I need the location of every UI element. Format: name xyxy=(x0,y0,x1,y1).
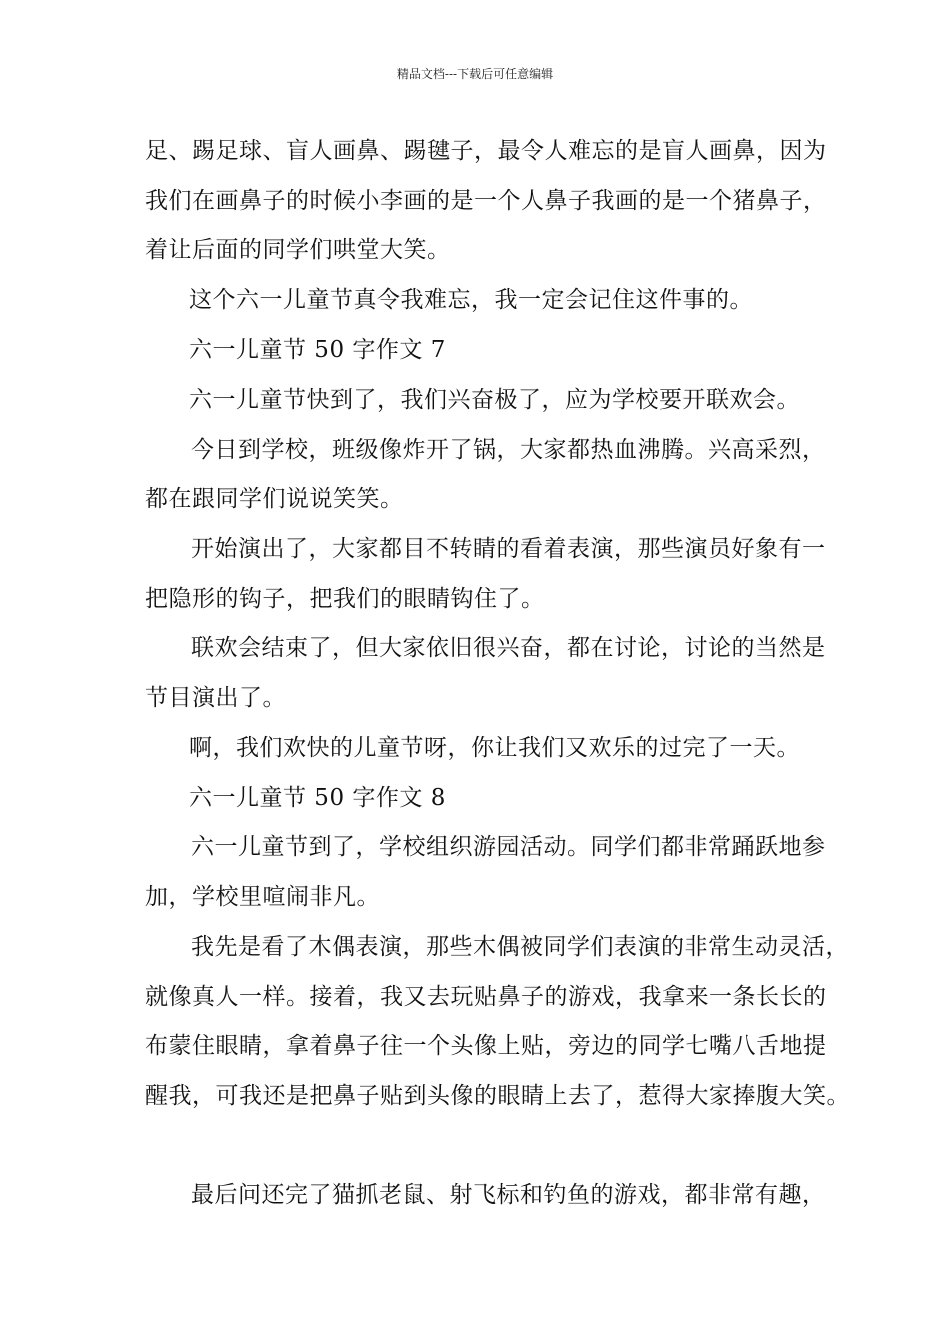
section-heading: 六一儿童节 50 字作文 8 xyxy=(189,785,446,811)
text-line: 醒我，可我还是把鼻子贴到头像的眼睛上去了，惹得大家捧腹大笑。 xyxy=(145,1083,850,1109)
text-line: 最后问还完了猫抓老鼠、射飞标和钓鱼的游戏，都非常有趣， xyxy=(191,1182,826,1208)
text-line: 这个六一儿童节真令我难忘，我一定会记住这件事的。 xyxy=(189,287,753,313)
text-line: 足、踢足球、盲人画鼻、踢毽子，最令人难忘的是盲人画鼻，因为 xyxy=(145,138,827,164)
text-line: 今日到学校，班级像炸开了锅，大家都热血沸腾。兴高采烈， xyxy=(191,437,826,463)
text-line: 我先是看了木偶表演，那些木偶被同学们表演的非常生动灵活， xyxy=(191,934,849,960)
text-line: 着让后面的同学们哄堂大笑。 xyxy=(145,237,451,263)
text-line: 加，学校里喧闹非凡。 xyxy=(145,884,380,910)
text-line: 布蒙住眼睛，拿着鼻子往一个头像上贴，旁边的同学七嘴八舌地提 xyxy=(145,1033,827,1059)
text-line: 开始演出了，大家都目不转睛的看着表演，那些演员好象有一 xyxy=(191,536,826,562)
text-line: 都在跟同学们说说笑笑。 xyxy=(145,486,404,512)
text-line: 把隐形的钩子，把我们的眼睛钩住了。 xyxy=(145,586,545,612)
text-line: 就像真人一样。接着，我又去玩贴鼻子的游戏，我拿来一条长长的 xyxy=(145,984,827,1010)
text-line: 我们在画鼻子的时候小李画的是一个人鼻子我画的是一个猪鼻子， xyxy=(145,188,827,214)
text-line: 六一儿童节到了，学校组织游园活动。同学们都非常踊跃地参 xyxy=(191,834,826,860)
page-header: 精品文档---下载后可任意编辑 xyxy=(396,67,554,81)
section-heading: 六一儿童节 50 字作文 7 xyxy=(189,337,446,363)
text-line: 节目演出了。 xyxy=(145,685,286,711)
text-line: 六一儿童节快到了，我们兴奋极了，应为学校要开联欢会。 xyxy=(189,387,800,413)
text-line: 联欢会结束了，但大家依旧很兴奋，都在讨论，讨论的当然是 xyxy=(191,635,826,661)
text-line: 啊，我们欢快的儿童节呀，你让我们又欢乐的过完了一天。 xyxy=(189,735,800,761)
